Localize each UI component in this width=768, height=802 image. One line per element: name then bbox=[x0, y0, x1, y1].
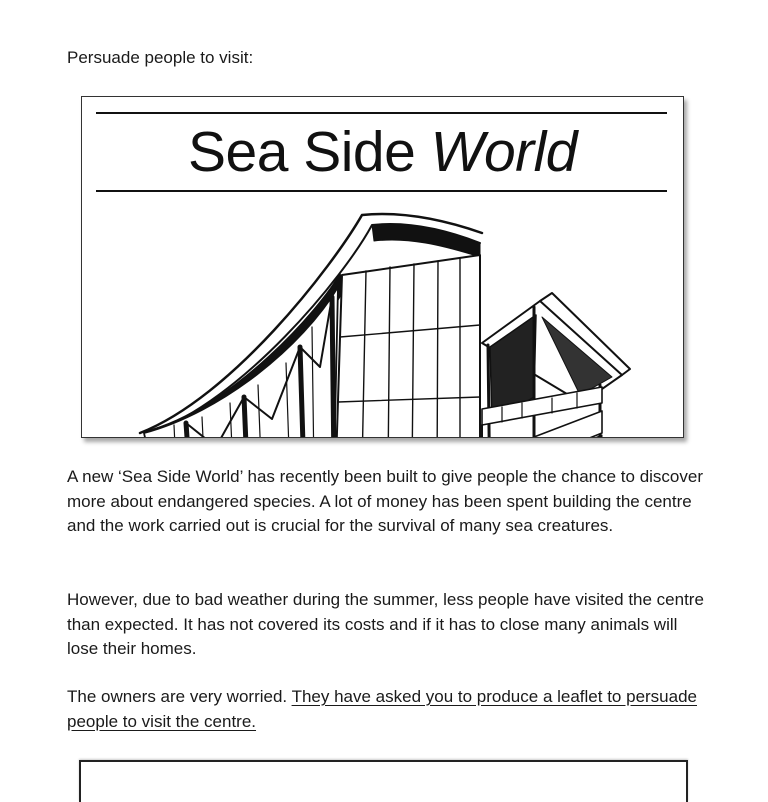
poster-title bbox=[82, 121, 683, 183]
poster-title-regular: Sea Side bbox=[187, 120, 431, 184]
task-context: The owners are very worried. bbox=[67, 687, 292, 706]
paragraph-task bbox=[67, 685, 707, 734]
poster-bottom-rule bbox=[96, 190, 667, 192]
building-illustration bbox=[82, 197, 683, 437]
sea-side-world-poster bbox=[81, 96, 684, 438]
paragraph-bad-weather: However, due to bad weather during the summer, less people have visited the centre than expected. It has not covered its costs and if it has to close many animals will lose their homes. bbox=[67, 590, 704, 658]
answer-box bbox=[79, 760, 688, 802]
instruction-heading: Persuade people to visit: bbox=[67, 48, 254, 67]
paragraph-new-centre: A new ‘Sea Side World’ has recently been built to give people the chance to discover more about endangered species. A lot of money has been spent building the centre and the work carried out is crucial for the survival of many sea creatures. bbox=[67, 467, 703, 535]
poster-top-rule bbox=[96, 112, 667, 114]
task-instruction: They have asked you to produce a leaflet to persuade people to visit the centre. bbox=[67, 687, 697, 731]
poster-title-italic: World bbox=[430, 120, 578, 184]
